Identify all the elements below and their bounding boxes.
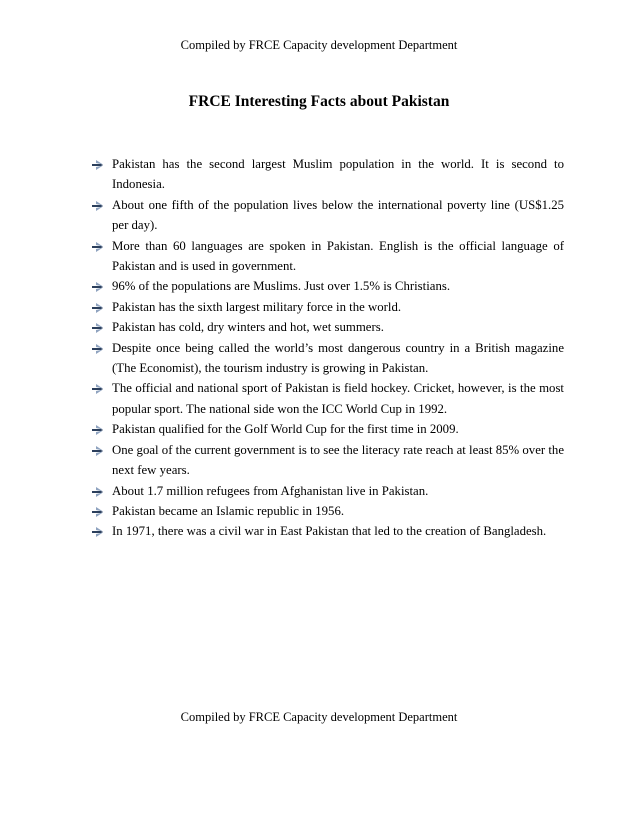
fact-text: About one fifth of the population lives below the international poverty line (US$1.25 per day).: [112, 197, 564, 233]
arrow-bullet-icon: [92, 159, 106, 171]
page-header: Compiled by FRCE Capacity development Department: [180, 38, 458, 52]
list-item: [90, 378, 564, 419]
list-item: [90, 338, 564, 379]
facts-list: [90, 154, 564, 542]
fact-text: 96% of the populations are Muslims. Just over 1.5% is Christians.: [112, 279, 451, 294]
fact-text: Pakistan qualified for the Golf World Cup for the first time in 2009.: [112, 422, 459, 437]
fact-text: Despite once being called the world’s most dangerous country in a British magazine (The Economist), the tourism industry is growing in Pakistan.: [112, 340, 564, 376]
arrow-bullet-icon: [92, 200, 106, 212]
fact-text: In 1971, there was a civil war in East Pakistan that led to the creation of Bangladesh.: [112, 524, 547, 539]
arrow-bullet-icon: [92, 322, 106, 334]
list-item: [90, 276, 564, 296]
list-item: [90, 521, 564, 541]
arrow-bullet-icon: [92, 424, 106, 436]
fact-text: Pakistan became an Islamic republic in 1956.: [112, 503, 345, 518]
arrow-bullet-icon: [92, 383, 106, 395]
arrow-bullet-icon: [92, 281, 106, 293]
page-footer: Compiled by FRCE Capacity development Department: [180, 710, 458, 724]
list-item: [90, 419, 564, 439]
fact-text: Pakistan has cold, dry winters and hot, wet summers.: [112, 320, 384, 335]
list-item: [90, 195, 564, 236]
arrow-bullet-icon: [92, 445, 106, 457]
fact-text: One goal of the current government is to see the literacy rate reach at least 85% over the next few years.: [112, 442, 564, 478]
arrow-bullet-icon: [92, 241, 106, 253]
fact-text: Pakistan has the second largest Muslim population in the world. It is second to Indonesia.: [112, 157, 564, 192]
fact-text: More than 60 languages are spoken in Pakistan. English is the official language of Pakistan and is used in government.: [112, 238, 564, 274]
list-item: [90, 481, 564, 501]
list-item: [90, 236, 564, 277]
fact-text: The official and national sport of Pakistan is field hockey. Cricket, however, is the most popular sport. The national side won the ICC World Cup in 1992.: [112, 381, 564, 416]
page-title: FRCE Interesting Facts about Pakistan: [188, 93, 450, 110]
arrow-bullet-icon: [92, 506, 106, 518]
arrow-bullet-icon: [92, 302, 106, 314]
list-item: [90, 501, 564, 521]
arrow-bullet-icon: [92, 486, 106, 498]
fact-text: Pakistan has the sixth largest military force in the world.: [112, 299, 402, 314]
list-item: [90, 317, 564, 337]
arrow-bullet-icon: [92, 526, 106, 538]
arrow-bullet-icon: [92, 343, 106, 355]
list-item: [90, 154, 564, 195]
list-item: [90, 297, 564, 317]
fact-text: About 1.7 million refugees from Afghanistan live in Pakistan.: [112, 483, 429, 498]
list-item: [90, 440, 564, 481]
